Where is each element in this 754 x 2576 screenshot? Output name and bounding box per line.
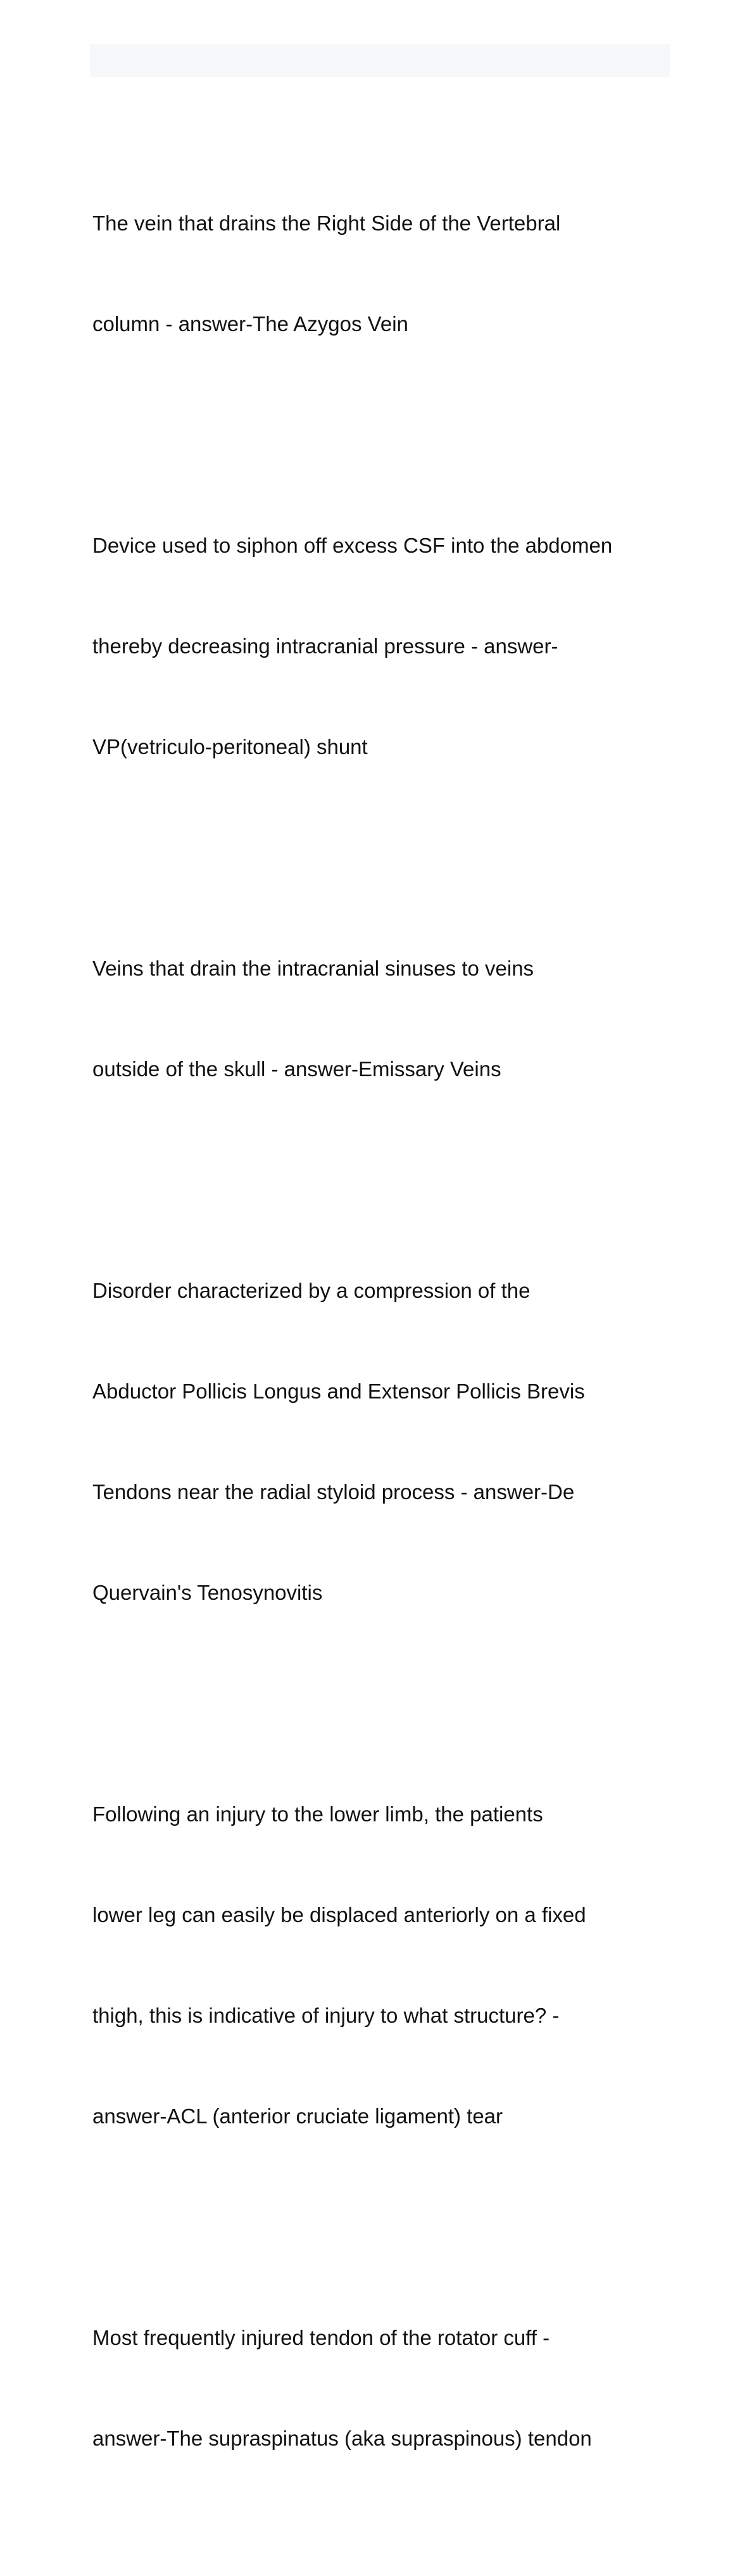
qa-line: Tendons near the radial styloid process - answer-De [92,1480,575,1504]
qa-item [92,2254,681,2522]
qa-line: Following an injury to the lower limb, the patients [92,1802,543,1826]
qa-line: VP(vetriculo-peritoneal) shunt [92,735,368,758]
qa-line: Most frequently injured tendon of the rotator cuff - [92,2326,550,2349]
qa-item [92,462,681,831]
qa-list [92,139,681,2576]
qa-line: thigh, this is indicative of injury to what structure? - [92,2004,560,2027]
qa-line: outside of the skull - answer-Emissary Veins [92,1057,501,1081]
qa-line: answer-ACL (anterior cruciate ligament) tear [92,2104,503,2128]
qa-line: lower leg can easily be displaced anteriorly on a fixed [92,1903,586,1926]
qa-item [92,139,681,408]
qa-line: thereby decreasing intracranial pressure - answer- [92,634,558,658]
qa-item [92,1730,681,2200]
qa-item [92,884,681,1153]
header-band [90,44,670,77]
qa-line: Quervain's Tenosynovitis [92,1581,323,1604]
qa-line: Disorder characterized by a compression of the [92,1279,531,1302]
qa-line: Device used to siphon off excess CSF into the abdomen [92,534,613,557]
qa-line: column - answer-The Azygos Vein [92,312,408,336]
qa-item [92,1207,681,1676]
qa-line: Abductor Pollicis Longus and Extensor Pollicis Brevis [92,1379,585,1403]
qa-line: answer-The supraspinatus (aka supraspinous) tendon [92,2427,592,2450]
qa-line: Veins that drain the intracranial sinuses to veins [92,957,534,980]
qa-line: The vein that drains the Right Side of the Vertebral [92,211,561,235]
